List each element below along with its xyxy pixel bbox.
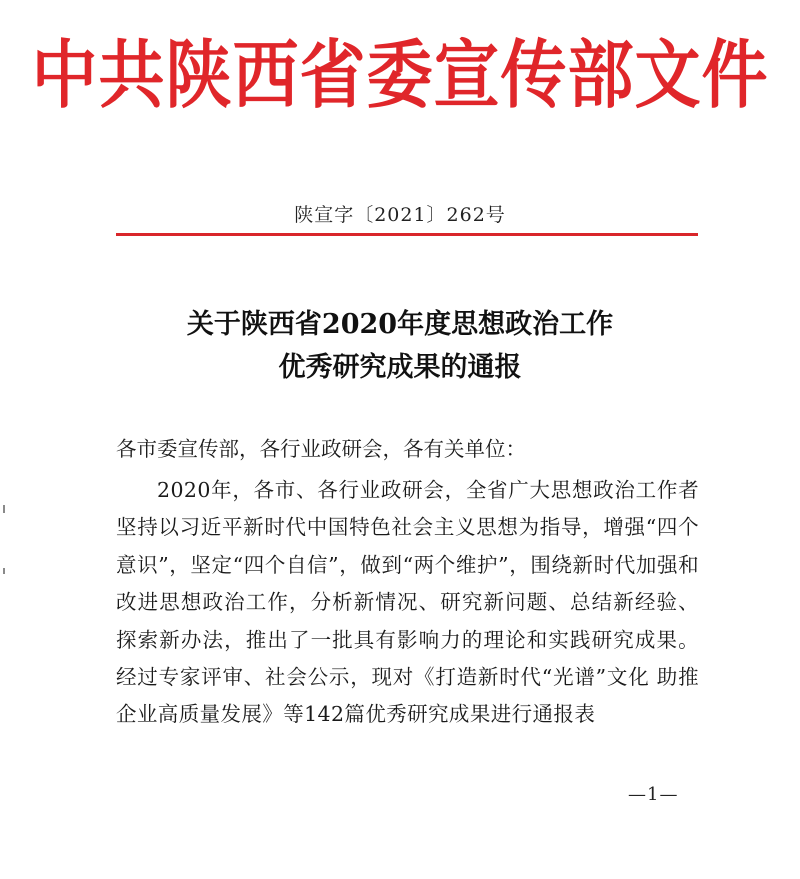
document-title-line-1: 关于陕西省2020年度思想政治工作 — [186, 309, 614, 340]
document-number: 陕宣字〔2021〕262号 — [294, 204, 506, 226]
scan-edge-mark — [3, 568, 5, 574]
document-title-line-2: 优秀研究成果的通报 — [278, 352, 522, 383]
page-number: —1— — [628, 784, 679, 805]
salutation: 各市委宣传部，各行业政研会，各有关单位： — [116, 437, 526, 461]
scan-edge-mark — [3, 505, 5, 513]
red-divider-line — [116, 233, 698, 236]
agency-header-title: 中共陕西省委宣传部文件 — [31, 32, 769, 119]
body-paragraph: 2020年，各市、各行业政研会，全省广大思想政治工作者坚持以习近平新时代中国特色社会主义思想为指导，增强“四个意识”，坚定“四个自信”，做到“两个维护”，围绕新时代加强和改进思想政治工作，分析新情况、研究新问题、总结新经验、探索新办法，推出了一批具有影响力的理论和实践研究成果。经过专家评审、社会公示，现对《打造新时代“光谱”文化 助推企业高质量发展》等142篇优秀研究成果进行通报表 — [116, 478, 699, 727]
